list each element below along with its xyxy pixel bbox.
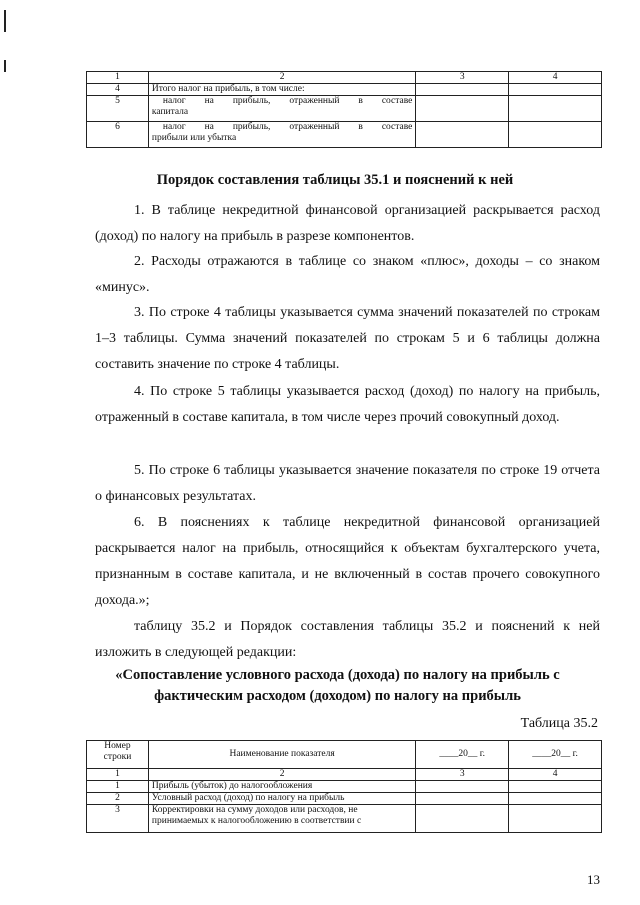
table-header-row [87,769,602,781]
row-label: Прибыль (убыток) до налогообложения [148,781,415,793]
table-row [87,84,602,96]
table-cell: 3 [416,769,509,781]
paragraph-5: 5. По строке 6 таблицы указывается значение показателя по строке 19 отчета о финансовых результатах. [95,463,600,504]
value-cell [416,96,509,122]
value-cell [416,84,509,96]
value-cell [416,793,509,805]
table-title: «Сопоставление условного расхода (дохода) по налогу на прибыль с фактическим расходом (доходом) по налогу на прибыль [115,667,560,704]
row-label-line: налог на прибыль, отраженный в составе [162,96,413,106]
row-label-line: налог на прибыль, отраженный в составе [162,122,413,132]
page-number: 13 [587,872,600,887]
row-number: 3 [87,805,149,833]
value-cell [509,84,602,96]
table-row [87,96,602,122]
paragraph-1: 1. В таблице некредитной финансовой организацией раскрывается расход (доход) по налогу на прибыль в разрезе компонентов. [95,203,600,244]
table-cell: 3 [416,72,509,84]
table-cell: 2 [148,769,415,781]
table-cell: 1 [87,769,149,781]
row-label [148,122,416,148]
row-label: Итого налог на прибыль, в том числе: [148,84,416,96]
paragraph-2: 2. Расходы отражаются в таблице со знаком «плюс», доходы – со знаком «минус». [95,254,600,295]
table-caption: Таблица 35.2 [520,716,598,731]
value-cell [509,805,602,833]
paragraph-6: 6. В пояснениях к таблице некредитной финансовой организацией раскрывается налог на прибыль, относящийся к объектам бухгалтерского учета, признанным в составе капитала, и не включенный в состав прочего совокупного дохода.»; [95,515,600,608]
row-number: 1 [87,781,149,793]
scan-edge-mark [4,60,6,72]
value-cell [509,793,602,805]
row-number: 2 [87,793,149,805]
paragraph-7: таблицу 35.2 и Порядок составления таблицы 35.2 и пояснений к ней изложить в следующей редакции: [95,619,600,660]
row-label-line: прибыли или убытка [151,133,237,143]
table-row [87,781,602,793]
value-cell [509,122,602,148]
table-row [87,805,602,833]
table-cell: 2 [148,72,416,84]
table-cell: 1 [87,72,149,84]
value-cell [509,781,602,793]
row-number: 6 [87,122,149,148]
paragraph-4: 4. По строке 5 таблицы указывается расход (доход) по налогу на прибыль, отраженный в составе капитала, в том числе через прочий совокупный доход. [95,384,600,425]
col-year1-header: ____20__ г. [416,741,509,769]
scan-edge-mark [4,10,6,32]
row-label-line: капитала [151,107,189,117]
table-35-1-fragment [86,71,602,148]
row-label: Корректировки на сумму доходов или расходов, не принимаемых к налогообложению в соответствии с [148,805,415,833]
row-label [148,96,416,122]
table-header-row [87,72,602,84]
paragraph-3: 3. По строке 4 таблицы указывается сумма значений показателей по строкам 1–3 таблицы. Сумма значений показателей по строкам 5 и 6 таблицы должна составить значение по строке 4 таблицы. [95,305,600,372]
col-year2-header: ____20__ г. [509,741,602,769]
col-name-header: Наименование показателя [148,741,415,769]
table-cell: 4 [509,72,602,84]
value-cell [416,781,509,793]
table-35-2 [86,740,602,833]
value-cell [509,96,602,122]
row-number: 4 [87,84,149,96]
value-cell [416,805,509,833]
table-row [87,122,602,148]
table-row [87,793,602,805]
value-cell [416,122,509,148]
section-heading: Порядок составления таблицы 35.1 и пояснений к ней [156,172,514,188]
row-number: 5 [87,96,149,122]
table-header-row [87,741,602,769]
col-number-header: Номер строки [87,741,149,769]
row-label: Условный расход (доход) по налогу на прибыль [148,793,415,805]
table-cell: 4 [509,769,602,781]
